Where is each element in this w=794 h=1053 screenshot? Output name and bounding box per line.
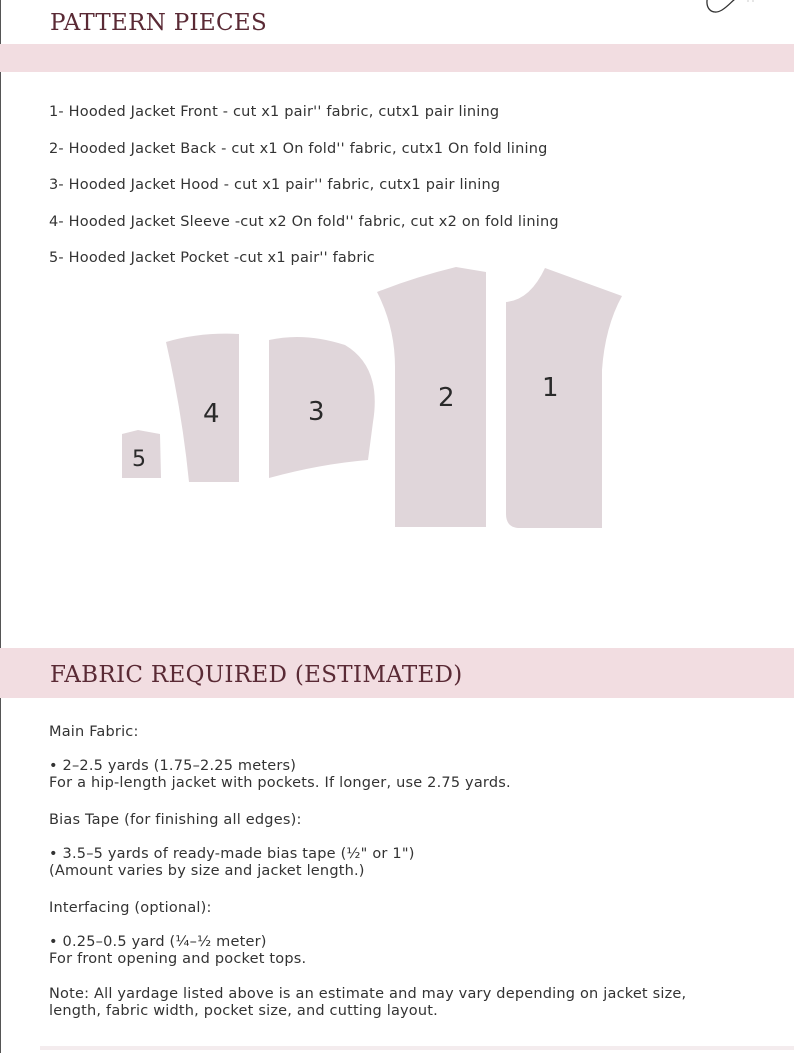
piece-label-3: 3: [308, 397, 325, 427]
back-piece: [377, 267, 486, 527]
list-item: 2- Hooded Jacket Back - cut x1 On fold'' fabric, cutx1 On fold lining: [49, 140, 548, 157]
pattern-pieces-title: PATTERN PIECES: [50, 10, 268, 36]
list-item: 5- Hooded Jacket Pocket -cut x1 pair'' fabric: [49, 250, 375, 266]
yardage-note-line-2: length, fabric width, pocket size, and cutting layout.: [49, 1003, 438, 1019]
pattern-pieces-diagram: [110, 262, 630, 537]
bias-tape-note: (Amount varies by size and jacket length.): [49, 863, 365, 879]
list-item: 3- Hooded Jacket Hood - cut x1 pair'' fabric, cutx1 pair lining: [49, 177, 501, 193]
pattern-pieces-list: [49, 102, 559, 285]
interfacing-note: For front opening and pocket tops.: [49, 951, 307, 967]
footer-divider: [40, 1046, 794, 1050]
main-fabric-amount: • 2–2.5 yards (1.75–2.25 meters): [49, 758, 297, 774]
main-fabric-note: For a hip-length jacket with pockets. If longer, use 2.75 yards.: [49, 775, 511, 791]
list-item: 4- Hooded Jacket Sleeve -cut x2 On fold'' fabric, cut x2 on fold lining: [49, 213, 559, 230]
list-item: 1- Hooded Jacket Front - cut x1 pair'' fabric, cutx1 pair lining: [49, 104, 500, 120]
piece-label-2: 2: [438, 383, 455, 413]
piece-label-4: 4: [203, 399, 220, 429]
page-border: [0, 0, 1, 1053]
interfacing-amount: • 0.25–0.5 yard (¼–½ meter): [49, 934, 267, 950]
brand-logo-mark: [700, 0, 760, 24]
front-piece: [506, 268, 622, 528]
fabric-required-title: FABRIC REQUIRED (ESTIMATED): [50, 662, 463, 688]
piece-label-5: 5: [132, 447, 146, 472]
section-band: [0, 44, 794, 72]
piece-label-1: 1: [542, 373, 559, 403]
fabric-requirements: [49, 722, 749, 1020]
bias-tape-amount: • 3.5–5 yards of ready-made bias tape (½" or 1"): [49, 846, 415, 862]
interfacing-heading: Interfacing (optional):: [49, 900, 212, 916]
main-fabric-heading: Main Fabric:: [49, 724, 139, 740]
bias-tape-heading: Bias Tape (for finishing all edges):: [49, 812, 302, 828]
yardage-note-line-1: Note: All yardage listed above is an estimate and may vary depending on jacket size,: [49, 986, 687, 1002]
